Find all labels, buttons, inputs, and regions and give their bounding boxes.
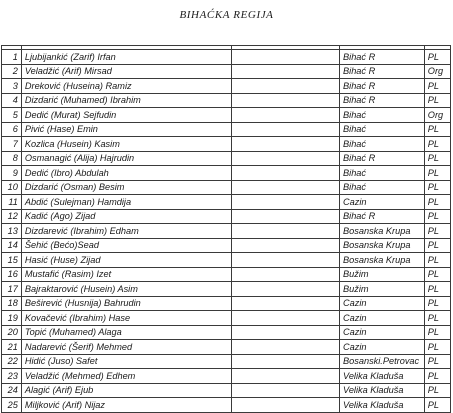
table-row xyxy=(2,238,451,253)
table-row xyxy=(2,195,451,210)
row-blank xyxy=(232,369,340,384)
row-party: PL xyxy=(424,383,450,398)
row-number: 14 xyxy=(2,238,22,253)
row-name: Hasić (Huse) Zijad xyxy=(21,253,231,268)
row-name: Kovačević (Ibrahim) Hase xyxy=(21,311,231,326)
row-party: PL xyxy=(424,267,450,282)
row-region: Bihać xyxy=(340,122,425,137)
row-number: 13 xyxy=(2,224,22,239)
row-number: 1 xyxy=(2,50,22,65)
row-region: Bužim xyxy=(340,267,425,282)
row-party: PL xyxy=(424,50,450,65)
row-name: Šehić (Bećo)Sead xyxy=(21,238,231,253)
row-number: 17 xyxy=(2,282,22,297)
row-name: Dedić (Murat) Sejfudin xyxy=(21,108,231,123)
row-party: PL xyxy=(424,238,450,253)
table-row xyxy=(2,383,451,398)
row-blank xyxy=(232,209,340,224)
row-number: 18 xyxy=(2,296,22,311)
row-region: Bosanska Krupa xyxy=(340,238,425,253)
row-blank xyxy=(232,325,340,340)
table-row xyxy=(2,50,451,65)
row-party: PL xyxy=(424,311,450,326)
row-number: 2 xyxy=(2,64,22,79)
table-row xyxy=(2,209,451,224)
table-row xyxy=(2,325,451,340)
row-blank xyxy=(232,108,340,123)
row-party: PL xyxy=(424,93,450,108)
row-name: Kozlica (Husein) Kasim xyxy=(21,137,231,152)
table-row xyxy=(2,137,451,152)
row-number: 19 xyxy=(2,311,22,326)
row-blank xyxy=(232,79,340,94)
row-name: Ljubijankić (Zarif) Irfan xyxy=(21,50,231,65)
row-blank xyxy=(232,122,340,137)
table-row xyxy=(2,224,451,239)
table-row xyxy=(2,369,451,384)
row-blank xyxy=(232,253,340,268)
row-region: Bihać R xyxy=(340,50,425,65)
row-number: 24 xyxy=(2,383,22,398)
row-blank xyxy=(232,151,340,166)
row-region: Cazin xyxy=(340,311,425,326)
row-blank xyxy=(232,166,340,181)
row-region: Bužim xyxy=(340,282,425,297)
row-party: Org xyxy=(424,108,450,123)
table-row xyxy=(2,282,451,297)
row-blank xyxy=(232,224,340,239)
row-name: Pivić (Hase) Emin xyxy=(21,122,231,137)
row-blank xyxy=(232,238,340,253)
row-blank xyxy=(232,267,340,282)
row-region: Bihać xyxy=(340,137,425,152)
row-region: Velika Kladuša xyxy=(340,383,425,398)
row-blank xyxy=(232,282,340,297)
row-number: 15 xyxy=(2,253,22,268)
row-region: Bosanski.Petrovac xyxy=(340,354,425,369)
row-number: 8 xyxy=(2,151,22,166)
row-party: PL xyxy=(424,325,450,340)
row-number: 7 xyxy=(2,137,22,152)
row-party: PL xyxy=(424,166,450,181)
row-number: 23 xyxy=(2,369,22,384)
row-party: PL xyxy=(424,224,450,239)
row-number: 16 xyxy=(2,267,22,282)
table-row xyxy=(2,253,451,268)
row-name: Dizdarić (Osman) Besim xyxy=(21,180,231,195)
row-blank xyxy=(232,180,340,195)
row-party: PL xyxy=(424,180,450,195)
row-name: Veladžić (Arif) Mirsad xyxy=(21,64,231,79)
page-title: BIHAĆKA REGIJA xyxy=(179,9,274,21)
row-party: PL xyxy=(424,369,450,384)
row-name: Topić (Muhamed) Alaga xyxy=(21,325,231,340)
row-name: Dizdarić (Muhamed) Ibrahim xyxy=(21,93,231,108)
table-row xyxy=(2,122,451,137)
row-blank xyxy=(232,340,340,355)
table-row xyxy=(2,340,451,355)
row-name: Bajraktarović (Husein) Asim xyxy=(21,282,231,297)
row-number: 25 xyxy=(2,398,22,413)
table-row xyxy=(2,108,451,123)
row-name: Mustafić (Rasim) Izet xyxy=(21,267,231,282)
row-name: Osmanagić (Alija) Hajrudin xyxy=(21,151,231,166)
table-row xyxy=(2,311,451,326)
row-region: Cazin xyxy=(340,195,425,210)
row-number: 6 xyxy=(2,122,22,137)
row-party: PL xyxy=(424,282,450,297)
row-number: 11 xyxy=(2,195,22,210)
row-region: Cazin xyxy=(340,340,425,355)
row-blank xyxy=(232,137,340,152)
row-region: Cazin xyxy=(340,296,425,311)
table-row xyxy=(2,64,451,79)
table-row xyxy=(2,79,451,94)
row-party: PL xyxy=(424,354,450,369)
row-name: Nadarević (Šerif) Mehmed xyxy=(21,340,231,355)
row-party: Org xyxy=(424,64,450,79)
table-row xyxy=(2,151,451,166)
row-party: PL xyxy=(424,209,450,224)
row-party: PL xyxy=(424,137,450,152)
row-blank xyxy=(232,93,340,108)
table-row xyxy=(2,93,451,108)
table-row xyxy=(2,166,451,181)
row-party: PL xyxy=(424,122,450,137)
row-blank xyxy=(232,383,340,398)
table-row xyxy=(2,296,451,311)
row-name: Dedić (Ibro) Abdulah xyxy=(21,166,231,181)
table-row xyxy=(2,354,451,369)
row-region: Bihać R xyxy=(340,93,425,108)
row-number: 5 xyxy=(2,108,22,123)
row-party: PL xyxy=(424,151,450,166)
table-row xyxy=(2,267,451,282)
row-name: Dreković (Huseina) Ramiz xyxy=(21,79,231,94)
row-party: PL xyxy=(424,398,450,413)
row-name: Kadić (Ago) Zijad xyxy=(21,209,231,224)
row-blank xyxy=(232,195,340,210)
roster-table-body xyxy=(2,46,451,413)
row-name: Miljković (Arif) Nijaz xyxy=(21,398,231,413)
table-row xyxy=(2,180,451,195)
row-blank xyxy=(232,311,340,326)
row-region: Bosanska Krupa xyxy=(340,253,425,268)
row-region: Bosanska Krupa xyxy=(340,224,425,239)
row-number: 3 xyxy=(2,79,22,94)
row-blank xyxy=(232,50,340,65)
row-number: 10 xyxy=(2,180,22,195)
row-region: Bihać R xyxy=(340,209,425,224)
roster-table-container xyxy=(1,45,453,410)
row-name: Dizdarević (Ibrahim) Edham xyxy=(21,224,231,239)
row-name: Hidić (Juso) Safet xyxy=(21,354,231,369)
row-party: PL xyxy=(424,79,450,94)
row-region: Bihać xyxy=(340,108,425,123)
roster-table xyxy=(1,45,451,413)
row-number: 21 xyxy=(2,340,22,355)
row-name: Alagić (Arif) Ejub xyxy=(21,383,231,398)
row-party: PL xyxy=(424,195,450,210)
row-number: 22 xyxy=(2,354,22,369)
row-region: Bihać xyxy=(340,166,425,181)
row-region: Bihać R xyxy=(340,79,425,94)
row-name: Abdić (Sulejman) Hamdija xyxy=(21,195,231,210)
row-region: Velika Kladuša xyxy=(340,369,425,384)
row-name: Veladžić (Mehmed) Edhem xyxy=(21,369,231,384)
row-region: Velika Kladuša xyxy=(340,398,425,413)
row-name: Beširević (Husnija) Bahrudin xyxy=(21,296,231,311)
row-blank xyxy=(232,398,340,413)
row-party: PL xyxy=(424,340,450,355)
row-blank xyxy=(232,296,340,311)
table-row xyxy=(2,398,451,413)
row-blank xyxy=(232,64,340,79)
row-number: 9 xyxy=(2,166,22,181)
row-party: PL xyxy=(424,253,450,268)
row-region: Bihać R xyxy=(340,151,425,166)
row-number: 4 xyxy=(2,93,22,108)
row-region: Cazin xyxy=(340,325,425,340)
row-number: 20 xyxy=(2,325,22,340)
row-party: PL xyxy=(424,296,450,311)
row-number: 12 xyxy=(2,209,22,224)
row-blank xyxy=(232,354,340,369)
row-region: Bihać xyxy=(340,180,425,195)
row-region: Bihać R xyxy=(340,64,425,79)
